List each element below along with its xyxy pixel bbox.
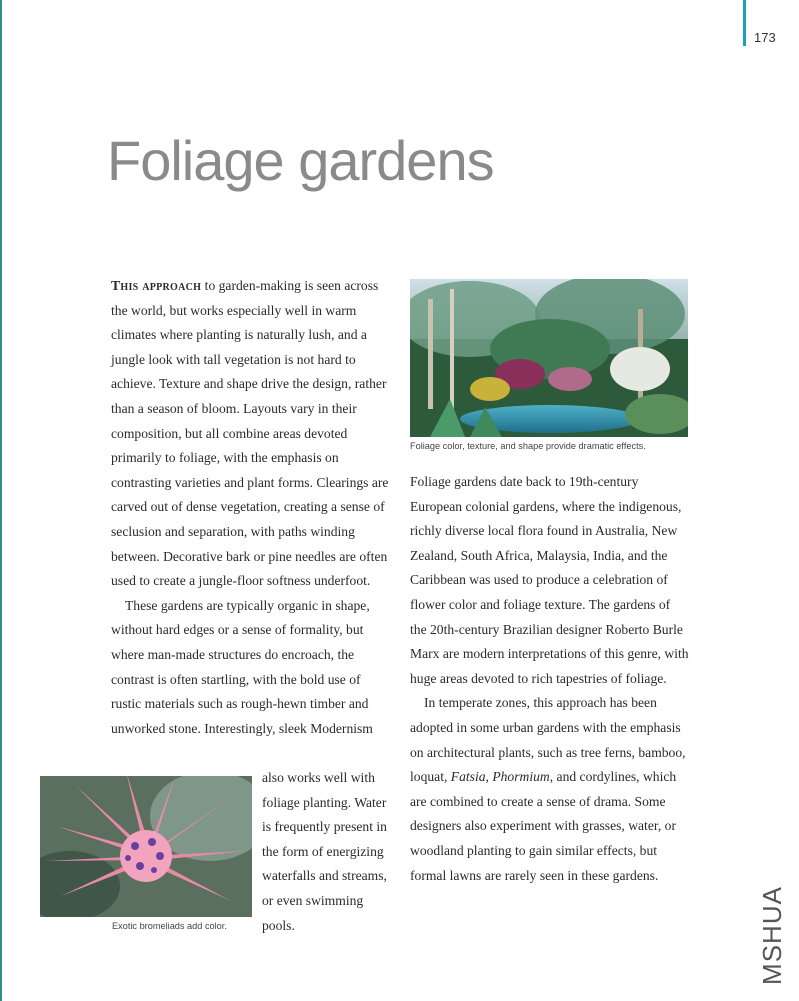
- paragraph-intro-text: to garden-making is seen across the world, but works especially well in warm climates where planting is naturally lush, and a jungle look with tall vegetation is not hard to achieve. Texture and shape drive the design, rather than a season of bloom. Layouts vary in their composition, but all combine areas devoted primarily to foliage, with the emphasis on contrasting varieties and plant forms. Clearings are carved out of dense vegetation, creating a sense of seclusion and separation, with paths winding between. Decorative bark or pine needles are often used to create a jungle-floor softness underfoot.: [111, 278, 389, 589]
- section-tab-label: MSHUA: [756, 885, 787, 985]
- plant-name-fatsia: Fatsia: [450, 769, 486, 785]
- garden-photo-caption: Foliage color, texture, and shape provide dramatic effects.: [410, 441, 646, 451]
- bromeliad-photo-caption: Exotic bromeliads add color.: [112, 921, 227, 931]
- page-title: Foliage gardens: [107, 129, 494, 192]
- paragraph-temperate-text-end: , and cordylines, which are combined to create a sense of drama. Some designers also experiment with grasses, water, or woodland planting to gain similar effects, but formal lawns are rarely seen in these gardens.: [410, 769, 677, 883]
- left-column-text: [111, 274, 391, 741]
- list-separator: ,: [485, 769, 493, 785]
- plant-name-phormium: Phormium: [492, 769, 550, 785]
- left-column-continuation: [262, 766, 392, 938]
- bromeliad-photo: [40, 776, 252, 917]
- paragraph-organic-continued: also works well with foliage planting. Water is frequently present in the form of energizing waterfalls and streams, or even swimming pools.: [262, 770, 387, 933]
- section-tab: [752, 880, 792, 990]
- paragraph-temperate: [410, 691, 690, 888]
- page-edge-rule: [0, 0, 2, 1001]
- page-number: 173: [754, 30, 776, 45]
- paragraph-temperate-text: In temperate zones, this approach has been adopted in some urban gardens with the emphasis on architectural plants, such as tree ferns, bamboo, loquat,: [410, 695, 686, 785]
- page-number-rule: [743, 0, 746, 46]
- paragraph-intro: [111, 274, 391, 594]
- paragraph-history: Foliage gardens date back to 19th-century European colonial gardens, where the indigenous, richly diverse local flora found in Australia, New Zealand, South Africa, Malaysia, India, and the Caribbean was used to produce a celebration of flower color and foliage texture. The gardens of the 20th-century Brazilian designer Roberto Burle Marx are modern interpretations of this genre, with huge areas devoted to rich tapestries of foliage.: [410, 474, 689, 686]
- garden-photo: [410, 279, 688, 437]
- lead-in: This approach: [111, 278, 202, 293]
- right-column-text: [410, 470, 690, 888]
- paragraph-organic: These gardens are typically organic in shape, without hard edges or a sense of formality, but where man-made structures do encroach, the contrast is often startling, with the bold use of rustic materials such as rough-hewn timber and unworked stone. Interestingly, sleek Modernism: [111, 597, 373, 736]
